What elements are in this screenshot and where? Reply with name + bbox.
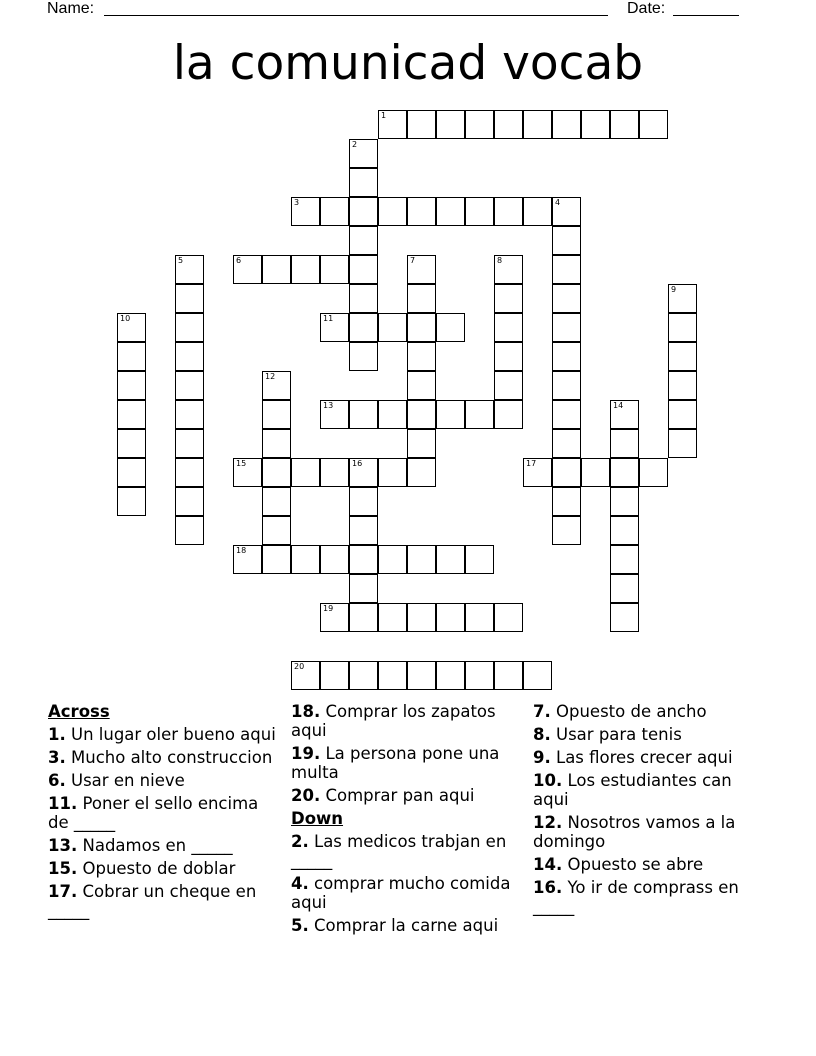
crossword-cell[interactable]: [349, 226, 378, 255]
clue-across-18: 18. Comprar los zapatos aqui: [291, 702, 496, 740]
crossword-cell[interactable]: [465, 110, 494, 139]
crossword-cell[interactable]: [494, 313, 523, 342]
crossword-cell[interactable]: [349, 342, 378, 371]
crossword-cell[interactable]: [320, 400, 349, 429]
crossword-cell[interactable]: [117, 342, 146, 371]
clue-across-1: 1. Un lugar oler bueno aqui: [48, 725, 276, 744]
clue-across-19: 19. La persona pone una multa: [291, 744, 500, 782]
crossword-cell[interactable]: [494, 661, 523, 690]
crossword-cell[interactable]: [233, 255, 262, 284]
crossword-cell[interactable]: [320, 255, 349, 284]
crossword-cell[interactable]: [117, 400, 146, 429]
crossword-cell[interactable]: [552, 487, 581, 516]
crossword-cell[interactable]: [349, 400, 378, 429]
date-label: Date:: [627, 0, 666, 17]
crossword-cell[interactable]: [320, 313, 349, 342]
crossword-cell[interactable]: [175, 458, 204, 487]
crossword-cell[interactable]: [117, 487, 146, 516]
cell-number: 13: [323, 401, 334, 410]
crossword-cell[interactable]: [610, 574, 639, 603]
crossword-cell[interactable]: [378, 400, 407, 429]
clues-column-2: [291, 702, 527, 939]
crossword-cell[interactable]: [436, 661, 465, 690]
crossword-cell[interactable]: [117, 313, 146, 342]
crossword-cell[interactable]: [407, 545, 436, 574]
crossword-cell[interactable]: [117, 429, 146, 458]
crossword-cell[interactable]: [610, 487, 639, 516]
clue-across-17: 17. Cobrar un cheque en _____: [48, 882, 257, 920]
cell-number: 1: [381, 111, 387, 120]
crossword-cell[interactable]: [407, 371, 436, 400]
crossword-cell[interactable]: [378, 313, 407, 342]
crossword-cell[interactable]: [552, 429, 581, 458]
cell-number: 10: [120, 314, 131, 323]
crossword-cell[interactable]: [407, 342, 436, 371]
name-label: Name:: [47, 0, 95, 17]
crossword-cell[interactable]: [407, 429, 436, 458]
crossword-cell[interactable]: [291, 545, 320, 574]
crossword-cell[interactable]: [378, 458, 407, 487]
crossword-cell[interactable]: [436, 110, 465, 139]
crossword-cell[interactable]: [523, 661, 552, 690]
crossword-cell[interactable]: [175, 429, 204, 458]
crossword-cell[interactable]: [320, 545, 349, 574]
crossword-cell[interactable]: [175, 342, 204, 371]
clue-across-11: 11. Poner el sello encima de _____: [48, 794, 259, 832]
crossword-cell[interactable]: [175, 400, 204, 429]
crossword-cell[interactable]: [349, 313, 378, 342]
crossword-cell[interactable]: [175, 371, 204, 400]
crossword-cell[interactable]: [552, 255, 581, 284]
crossword-cell[interactable]: [552, 313, 581, 342]
crossword-cell[interactable]: [349, 545, 378, 574]
crossword-cell[interactable]: [117, 371, 146, 400]
crossword-cell[interactable]: [494, 400, 523, 429]
crossword-cell[interactable]: [349, 574, 378, 603]
crossword-cell[interactable]: [407, 284, 436, 313]
crossword-cell[interactable]: [349, 487, 378, 516]
crossword-cell[interactable]: [465, 661, 494, 690]
cell-number: 2: [352, 140, 358, 149]
crossword-cell[interactable]: [668, 342, 697, 371]
crossword-cell[interactable]: [320, 458, 349, 487]
cell-number: 5: [178, 256, 184, 265]
across-heading: Across: [48, 702, 110, 721]
crossword-cell[interactable]: [465, 197, 494, 226]
crossword-cell[interactable]: [291, 255, 320, 284]
crossword-cell[interactable]: [552, 516, 581, 545]
name-blank-line[interactable]: [104, 15, 608, 16]
crossword-cell[interactable]: [494, 342, 523, 371]
crossword-cell[interactable]: [639, 458, 668, 487]
clue-down-5: 5. Comprar la carne aqui: [291, 916, 499, 935]
crossword-cell[interactable]: [175, 487, 204, 516]
crossword-cell[interactable]: [262, 429, 291, 458]
crossword-cell[interactable]: [523, 197, 552, 226]
cell-number: 18: [236, 546, 247, 555]
crossword-cell[interactable]: [668, 400, 697, 429]
crossword-cell[interactable]: [436, 603, 465, 632]
crossword-cell[interactable]: [262, 487, 291, 516]
cell-number: 15: [236, 459, 247, 468]
crossword-cell[interactable]: [262, 545, 291, 574]
crossword-cell[interactable]: [494, 110, 523, 139]
crossword-cell[interactable]: [465, 603, 494, 632]
crossword-cell[interactable]: [436, 400, 465, 429]
crossword-cell[interactable]: [291, 197, 320, 226]
crossword-cell[interactable]: [407, 400, 436, 429]
crossword-cell[interactable]: [610, 545, 639, 574]
crossword-cell[interactable]: [581, 458, 610, 487]
crossword-cell[interactable]: [175, 284, 204, 313]
crossword-cell[interactable]: [668, 371, 697, 400]
crossword-cell[interactable]: [610, 603, 639, 632]
cell-number: 11: [323, 314, 334, 323]
crossword-cell[interactable]: [494, 371, 523, 400]
crossword-cell[interactable]: [494, 255, 523, 284]
crossword-cell[interactable]: [407, 603, 436, 632]
cell-number: 17: [526, 459, 537, 468]
crossword-cell[interactable]: [494, 284, 523, 313]
crossword-cell[interactable]: [262, 371, 291, 400]
crossword-cell[interactable]: [262, 400, 291, 429]
cell-number: 3: [294, 198, 300, 207]
crossword-cell[interactable]: [349, 255, 378, 284]
crossword-cell[interactable]: [407, 458, 436, 487]
crossword-cell[interactable]: [349, 661, 378, 690]
cell-number: 14: [613, 401, 624, 410]
crossword-cell[interactable]: [407, 255, 436, 284]
clue-across-3: 3. Mucho alto construccion: [48, 748, 273, 767]
crossword-cell[interactable]: [378, 545, 407, 574]
crossword-cell[interactable]: [349, 516, 378, 545]
crossword-cell[interactable]: [349, 197, 378, 226]
crossword-cell[interactable]: [175, 516, 204, 545]
crossword-cell[interactable]: [610, 458, 639, 487]
crossword-cell[interactable]: [668, 284, 697, 313]
crossword-cell[interactable]: [552, 458, 581, 487]
crossword-cell[interactable]: [349, 458, 378, 487]
crossword-cell[interactable]: [465, 400, 494, 429]
crossword-cell[interactable]: [610, 516, 639, 545]
crossword-cell[interactable]: [610, 429, 639, 458]
crossword-cell[interactable]: [378, 197, 407, 226]
crossword-cell[interactable]: [320, 197, 349, 226]
clue-across-6: 6. Usar en nieve: [48, 771, 185, 790]
crossword-cell[interactable]: [349, 284, 378, 313]
crossword-cell[interactable]: [610, 110, 639, 139]
clues-column-1: [48, 700, 284, 924]
crossword-cell[interactable]: [552, 371, 581, 400]
crossword-cell[interactable]: [436, 545, 465, 574]
crossword-cell[interactable]: [407, 313, 436, 342]
crossword-cell[interactable]: [494, 603, 523, 632]
crossword-cell[interactable]: [349, 168, 378, 197]
crossword-cell[interactable]: [233, 458, 262, 487]
crossword-cell[interactable]: [407, 197, 436, 226]
crossword-cell[interactable]: [262, 458, 291, 487]
clue-across-20: 20. Comprar pan aqui: [291, 786, 475, 805]
crossword-cell[interactable]: [262, 255, 291, 284]
clues-column-3: [533, 702, 769, 920]
crossword-cell[interactable]: [581, 110, 610, 139]
clue-down-10: 10. Los estudiantes can aqui: [533, 771, 732, 809]
down-heading: Down: [291, 809, 344, 828]
worksheet-header: [0, 0, 816, 22]
crossword-cell[interactable]: [320, 603, 349, 632]
cell-number: 4: [555, 198, 561, 207]
crossword-cell[interactable]: [465, 545, 494, 574]
cell-number: 20: [294, 662, 305, 671]
crossword-cell[interactable]: [349, 139, 378, 168]
cell-number: 6: [236, 256, 242, 265]
crossword-cell[interactable]: [291, 458, 320, 487]
crossword-cell[interactable]: [233, 545, 262, 574]
crossword-cell[interactable]: [117, 458, 146, 487]
crossword-cell[interactable]: [668, 313, 697, 342]
cell-number: 9: [671, 285, 677, 294]
cell-number: 19: [323, 604, 334, 613]
clue-down-14: 14. Opuesto se abre: [533, 855, 704, 874]
date-blank-line[interactable]: [673, 15, 739, 16]
crossword-cell[interactable]: [552, 197, 581, 226]
cell-number: 12: [265, 372, 276, 381]
crossword-cell[interactable]: [552, 284, 581, 313]
cell-number: 16: [352, 459, 363, 468]
crossword-cell[interactable]: [523, 458, 552, 487]
crossword-cell[interactable]: [523, 110, 552, 139]
crossword-cell[interactable]: [552, 342, 581, 371]
crossword-cell[interactable]: [552, 226, 581, 255]
crossword-cell[interactable]: [378, 110, 407, 139]
clue-down-7: 7. Opuesto de ancho: [533, 702, 707, 721]
crossword-cell[interactable]: [552, 400, 581, 429]
crossword-cell[interactable]: [349, 603, 378, 632]
clue-across-13: 13. Nadamos en _____: [48, 836, 233, 855]
clue-down-8: 8. Usar para tenis: [533, 725, 682, 744]
clue-across-15: 15. Opuesto de doblar: [48, 859, 236, 878]
clue-down-12: 12. Nosotros vamos a la domingo: [533, 813, 736, 851]
crossword-cell[interactable]: [552, 110, 581, 139]
crossword-cell[interactable]: [320, 661, 349, 690]
crossword-cell[interactable]: [175, 313, 204, 342]
clue-down-16: 16. Yo ir de comprass en _____: [533, 878, 739, 916]
crossword-cell[interactable]: [407, 661, 436, 690]
crossword-cell[interactable]: [436, 197, 465, 226]
clue-down-9: 9. Las flores crecer aqui: [533, 748, 733, 767]
page-title: la comunicad vocab: [172, 36, 644, 91]
crossword-cell[interactable]: [378, 603, 407, 632]
cell-number: 7: [410, 256, 416, 265]
crossword-cell[interactable]: [407, 110, 436, 139]
crossword-cell[interactable]: [291, 661, 320, 690]
crossword-cell[interactable]: [175, 255, 204, 284]
crossword-cell[interactable]: [610, 400, 639, 429]
cell-number: 8: [497, 256, 503, 265]
clue-down-2: 2. Las medicos trabjan en _____: [291, 832, 507, 870]
crossword-cell[interactable]: [378, 661, 407, 690]
crossword-cell[interactable]: [262, 516, 291, 545]
clue-down-4: 4. comprar mucho comida aqui: [291, 874, 511, 912]
crossword-cell[interactable]: [436, 313, 465, 342]
crossword-cell[interactable]: [668, 429, 697, 458]
crossword-cell[interactable]: [639, 110, 668, 139]
crossword-cell[interactable]: [494, 197, 523, 226]
